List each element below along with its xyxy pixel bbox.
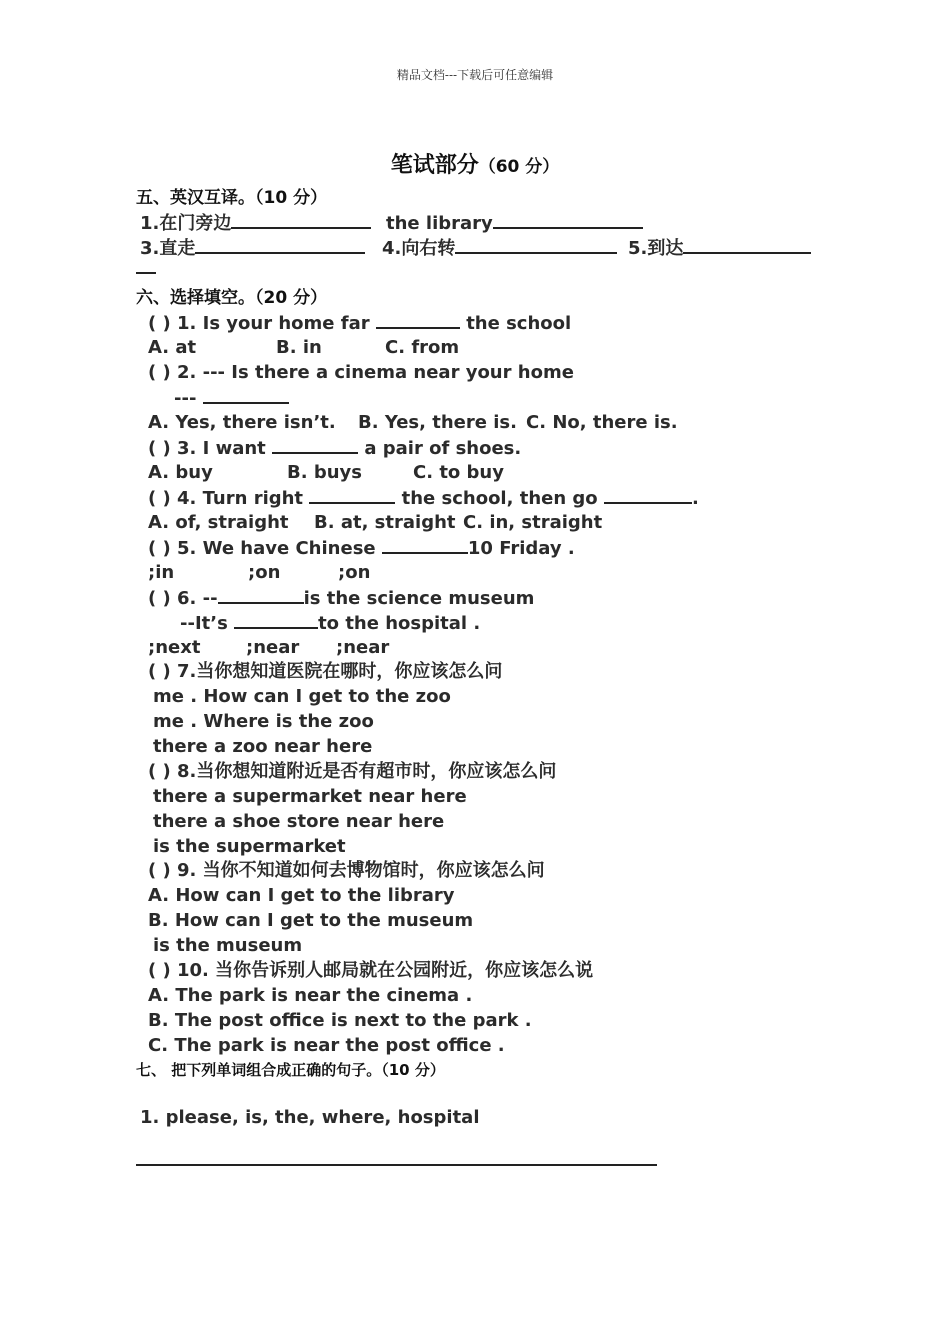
section6-heading: 六、选择填空。（20 分） <box>136 288 328 308</box>
q5-option-b: ;on <box>248 562 281 583</box>
q10-option-c: C. The park is near the post office . <box>148 1035 505 1056</box>
q4-option-c: C. in, straight <box>463 512 603 533</box>
title-score: （60 分） <box>478 157 560 177</box>
section5-item4: 4.向右转 <box>382 236 617 261</box>
q1-stem: ( ) 1. Is your home far the school <box>148 313 572 334</box>
q6-option-a: ;next <box>148 637 201 658</box>
q2-stem: ( ) 2. --- Is there a cinema near your home <box>148 362 574 383</box>
q9-stem: ( ) 9. 当你不知道如何去博物馆时，你应该怎么问 <box>148 860 545 881</box>
answer-blank[interactable] <box>218 586 304 604</box>
answer-blank[interactable] <box>604 486 692 504</box>
q5-option-c: ;on <box>338 562 371 583</box>
answer-blank-continuation[interactable] <box>136 272 156 274</box>
q2-reply: --- <box>174 386 289 411</box>
q1-option-c: C. from <box>385 337 460 358</box>
q8-stem: ( ) 8.当你想知道附近是否有超市时，你应该怎么问 <box>148 761 557 782</box>
answer-blank[interactable] <box>376 311 460 329</box>
section5-item1: 1.在门旁边 <box>140 211 371 236</box>
q8-option-c: is the supermarket <box>153 836 346 857</box>
q6-reply: --It’s to the hospital . <box>180 613 481 634</box>
q9-option-c: is the museum <box>153 935 303 956</box>
q2-option-a: A. Yes, there isn’t. <box>148 412 336 433</box>
q2-option-c: C. No, there is. <box>526 412 678 433</box>
q3-option-c: C. to buy <box>413 462 504 483</box>
answer-blank[interactable] <box>309 486 395 504</box>
answer-blank[interactable] <box>272 436 358 454</box>
q6-option-c: ;near <box>336 637 390 658</box>
q5-stem: ( ) 5. We have Chinese 10 Friday . <box>148 538 575 559</box>
answer-blank[interactable] <box>195 236 365 254</box>
q8-option-a: there a supermarket near here <box>153 786 467 807</box>
q9-option-a: A. How can I get to the library <box>148 885 455 906</box>
answer-blank[interactable] <box>455 236 617 254</box>
q3-option-b: B. buys <box>287 462 362 483</box>
q7-stem: ( ) 7.当你想知道医院在哪时，你应该怎么问 <box>148 661 503 682</box>
answer-blank[interactable] <box>493 211 643 229</box>
q8-option-b: there a shoe store near here <box>153 811 445 832</box>
answer-blank[interactable] <box>234 611 318 629</box>
q3-option-a: A. buy <box>148 462 213 483</box>
title-main: 笔试部分 <box>390 153 479 178</box>
q6-stem: ( ) 6. -- is the science museum <box>148 588 535 609</box>
q4-option-a: A. of, straight <box>148 512 289 533</box>
section5-item3: 3.直走 <box>140 236 365 261</box>
q7-option-c: there a zoo near here <box>153 736 373 757</box>
section7-q1: 1. please, is, the, where, hospital <box>140 1107 480 1128</box>
q5-option-a: ;in <box>148 562 175 583</box>
q4-stem: ( ) 4. Turn right the school, then go . <box>148 488 699 509</box>
q1-option-b: B. in <box>276 337 322 358</box>
q1-option-a: A. at <box>148 337 197 358</box>
section5-item5: 5.到达 <box>628 236 811 261</box>
answer-blank[interactable] <box>203 386 289 404</box>
section5-item2: the library <box>386 211 643 236</box>
q2-option-b: B. Yes, there is. <box>358 412 517 433</box>
q7-option-b: me . Where is the zoo <box>153 711 374 732</box>
page-title <box>0 148 950 179</box>
page-header: 精品文档---下载后可任意编辑 <box>396 68 554 82</box>
answer-blank[interactable] <box>382 536 468 554</box>
q10-stem: ( ) 10. 当你告诉别人邮局就在公园附近，你应该怎么说 <box>148 960 594 981</box>
section5-heading: 五、英汉互译。（10 分） <box>136 188 328 208</box>
q4-option-b: B. at, straight <box>314 512 456 533</box>
q7-option-a: me . How can I get to the zoo <box>153 686 451 707</box>
q10-option-b: B. The post office is next to the park . <box>148 1010 532 1031</box>
section7-heading: 七、 把下列单词组合成正确的句子。（10 分） <box>136 1061 445 1079</box>
q3-stem: ( ) 3. I want a pair of shoes. <box>148 438 522 459</box>
q10-option-a: A. The park is near the cinema . <box>148 985 473 1006</box>
answer-blank[interactable] <box>231 211 371 229</box>
answer-line[interactable] <box>136 1164 657 1166</box>
answer-blank[interactable] <box>683 236 811 254</box>
q9-option-b: B. How can I get to the museum <box>148 910 474 931</box>
q6-option-b: ;near <box>246 637 300 658</box>
